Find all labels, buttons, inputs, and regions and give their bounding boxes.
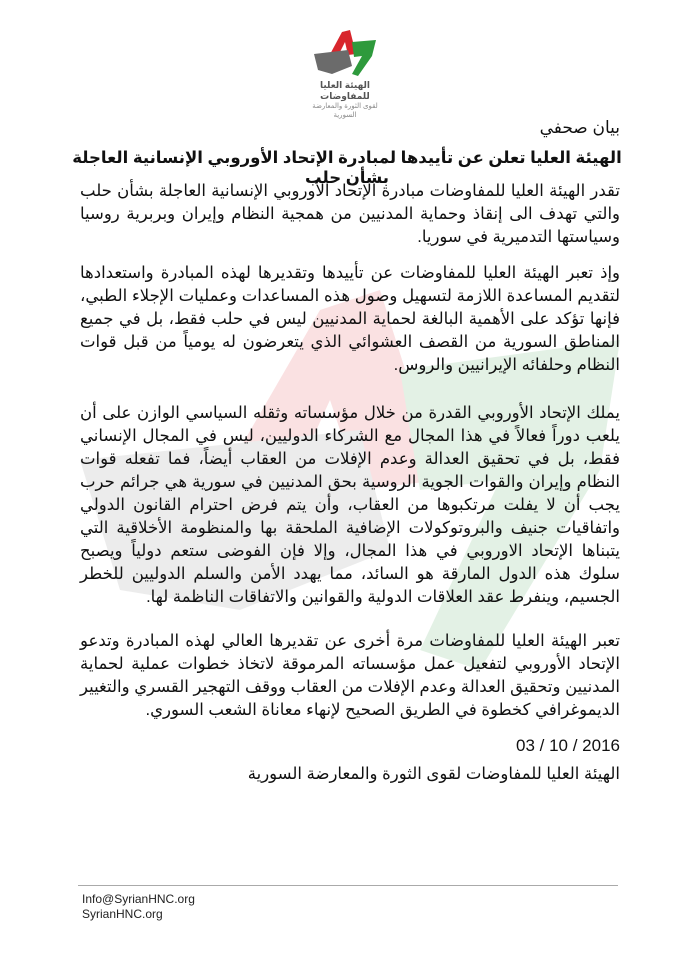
footer-website[interactable]: SyrianHNC.org <box>82 907 163 921</box>
paragraph-1: تقدر الهيئة العليا للمفاوضات مبادرة الإتحاد الأوروبي الإنسانية العاجلة بشأن حلب والتي تهدف الى إنقاذ وحماية المدنيين من همجية النظام وإيران وبربرية روسيا وسياستها التدميرية في سوريا. <box>80 182 620 246</box>
logo-title: الهيئة العليا للمفاوضات <box>320 80 370 101</box>
footer-divider <box>78 885 618 886</box>
organization-logo <box>300 28 390 123</box>
signature: الهيئة العليا للمفاوضات لقوى الثورة والمعارضة السورية <box>247 765 620 783</box>
document-title: الهيئة العليا تعلن عن تأييدها لمبادرة الإتحاد الأوروبي الإنسانية العاجلة بشأن حلب <box>72 149 622 187</box>
document-type: بيان صحفي <box>539 118 620 137</box>
paragraph-2: وإذ تعبر الهيئة العليا للمفاوضات عن تأييدها وتقديرها لهذه المبادرة واستعدادها لتقديم المساعدة اللازمة لتسهيل وصول هذه المساعدات وعمليات الإجلاء الطبي، فإنها تؤكد على الأهمية البالغة لحماية المدنيين ليس في حلب فقط، بل في جميع المناطق السورية من القصف العشوائي الذي يتعرضون له يومياً من قبل قوات النظام وحلفائه الإيرانيين والروس. <box>80 264 620 374</box>
paragraph-3: يملك الإتحاد الأوروبي القدرة من خلال مؤسساته وثقله السياسي الوازن على أن يلعب دوراً فعالاً في هذا المجال مع الشركاء الدوليين، ليس في المجال الإنساني فقط، بل في تحقيق العدالة وعدم الإفلات من العقاب أيضاً، فما تفعله قوات النظام وإيران والقوات الجوية الروسية بحق المدنيين في سورية هي جرائم حرب يجب أن لا يفلت مرتكبوها من العقاب، وأن يتم فرض احترام القانون الدولي واتفاقيات جنيف والبروتوكولات الإضافية الملحقة بها والمنظومة الأخلاقية التي يتبناها الإتحاد الاوروبي في هذا المجال، وإلا فإن الفوضى ستعم دولياً ويصبح سلوك هذه الدول المارقة هو السائد، مما يهدد الأمن والسلم الدوليين للخطر الجسيم، وينفرط عقد العلاقات الدولية والقوانين والاتفاقات الناظمة لها. <box>80 404 620 606</box>
document-date: 2016 / 10 / 03 <box>515 736 620 755</box>
hnc-logo-icon <box>310 28 380 80</box>
footer-email[interactable]: Info@SyrianHNC.org <box>82 892 195 906</box>
logo-subtitle: لقوى الثورة والمعارضة السورية <box>312 103 378 119</box>
paragraph-4: تعبر الهيئة العليا للمفاوضات مرة أخرى عن تقديرها العالي لهذه المبادرة وتدعو الإتحاد الأوروبي لتفعيل عمل مؤسساته المرموقة لاتخاذ خطوات عملية لحماية المدنيين وتحقيق العدالة وعدم الإفلات من العقاب ووقف التهجير القسري والتغيير الديموغرافي كخطوة في الطريق الصحيح لإنهاء معاناة الشعب السوري. <box>80 632 620 719</box>
footer <box>82 892 195 922</box>
